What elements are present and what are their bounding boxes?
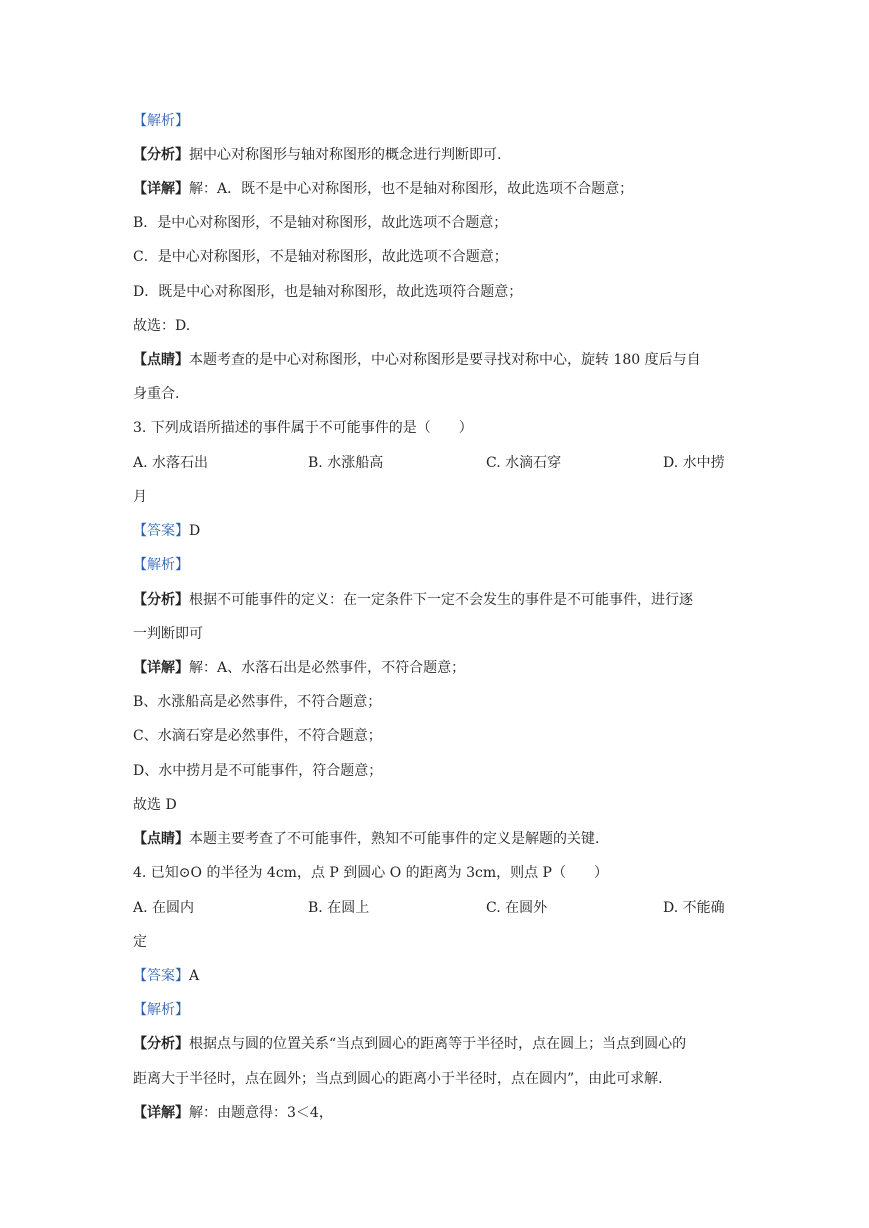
q3-answer: D (189, 523, 201, 539)
q2-dianjing-line-1: 【点睛】本题考查的是中心对称图形，中心对称图形是要寻找对称中心，旋转 180 度后与自 (133, 352, 701, 368)
q2-fenxi-tag: 【分析】 (133, 147, 189, 163)
q2-analysis-tag: 【解析】 (133, 113, 189, 129)
q3-xiangjie-line-2: B、水涨船高是必然事件，不符合题意； (133, 694, 382, 710)
q3-xiangjie-line-4: D、水中捞月是不可能事件，符合题意； (133, 763, 383, 779)
q4-xiangjie-tag: 【详解】 (133, 1105, 189, 1121)
q2-xiangjie-tag: 【详解】 (133, 181, 189, 197)
q3-fenxi-line-2: 一判断即可 (133, 626, 203, 642)
q2-dianjing-line-2: 身重合. (133, 386, 180, 402)
q2-fenxi-line (133, 145, 501, 165)
q2-dianjing-tag: 【点睛】 (133, 352, 189, 368)
q4-option-d: D. 不能确 (663, 900, 725, 916)
q2-xiangjie-line-4: D．既是中心对称图形，也是轴对称图形，故此选项符合题意； (133, 284, 523, 300)
q4-fenxi-tag: 【分析】 (133, 1036, 189, 1052)
q4-analysis-tag: 【解析】 (133, 1002, 189, 1018)
q3-dianjing-line: 【点睛】本题主要考查了不可能事件，熟知不可能事件的定义是解题的关键. (133, 831, 600, 847)
q3-xiangjie-line-3: C、水滴石穿是必然事件，不符合题意； (133, 728, 382, 744)
q3-xiangjie-line-1: 【详解】解：A、水落石出是必然事件，不符合题意； (133, 660, 466, 676)
q3-analysis-tag: 【解析】 (133, 557, 189, 573)
q4-answer: A (189, 968, 200, 984)
q3-stem: 3. 下列成语所描述的事件属于不可能事件的是（ ） (133, 420, 473, 436)
q3-answer-tag: 【答案】 (133, 523, 189, 539)
q4-fenxi-line-2: 距离大于半径时，点在圆外；当点到圆心的距离小于半径时，点在圆内”，由此可求解. (133, 1071, 663, 1087)
q3-answer-line (133, 521, 200, 541)
q3-option-d-wrap: 月 (133, 489, 147, 505)
q2-fenxi-text: 据中心对称图形与轴对称图形的概念进行判断即可. (189, 147, 502, 163)
q3-option-b: B. 水涨船高 (308, 455, 384, 471)
q4-xiangjie-line: 【详解】解：由题意得：3＜4， (133, 1105, 333, 1121)
q2-xiangjie-line-3: C．是中心对称图形，不是轴对称图形，故此选项不合题意； (133, 249, 508, 265)
q3-conclusion: 故选 D (133, 797, 177, 813)
q2-xiangjie-line-1: 【详解】解：A．既不是中心对称图形，也不是轴对称图形，故此选项不合题意； (133, 181, 634, 197)
q4-option-b: B. 在圆上 (308, 900, 370, 916)
q2-xiangjie-line-2: B．是中心对称图形，不是轴对称图形，故此选项不合题意； (133, 215, 508, 231)
q3-fenxi-tag: 【分析】 (133, 592, 189, 608)
q3-option-d: D. 水中捞 (663, 455, 725, 471)
q3-fenxi-line-1: 【分析】根据不可能事件的定义：在一定条件下一定不会发生的事件是不可能事件，进行逐 (133, 592, 693, 608)
q3-option-a: A. 水落石出 (133, 455, 209, 471)
q4-answer-line (133, 966, 199, 986)
q3-option-c: C. 水滴石穿 (486, 455, 562, 471)
q3-xiangjie-tag: 【详解】 (133, 660, 189, 676)
q4-fenxi-line-1: 【分析】根据点与圆的位置关系“当点到圆心的距离等于半径时，点在圆上；当点到圆心的 (133, 1036, 687, 1052)
q4-stem: 4. 已知⊙O 的半径为 4cm，点 P 到圆心 O 的距离为 3cm，则点 P（ ） (133, 865, 608, 881)
q4-option-d-wrap: 定 (133, 934, 147, 950)
q4-option-c: C. 在圆外 (486, 900, 548, 916)
q3-dianjing-tag: 【点睛】 (133, 831, 189, 847)
q4-option-a: A. 在圆内 (133, 900, 195, 916)
q2-conclusion: 故选：D. (133, 318, 191, 334)
q4-answer-tag: 【答案】 (133, 968, 189, 984)
